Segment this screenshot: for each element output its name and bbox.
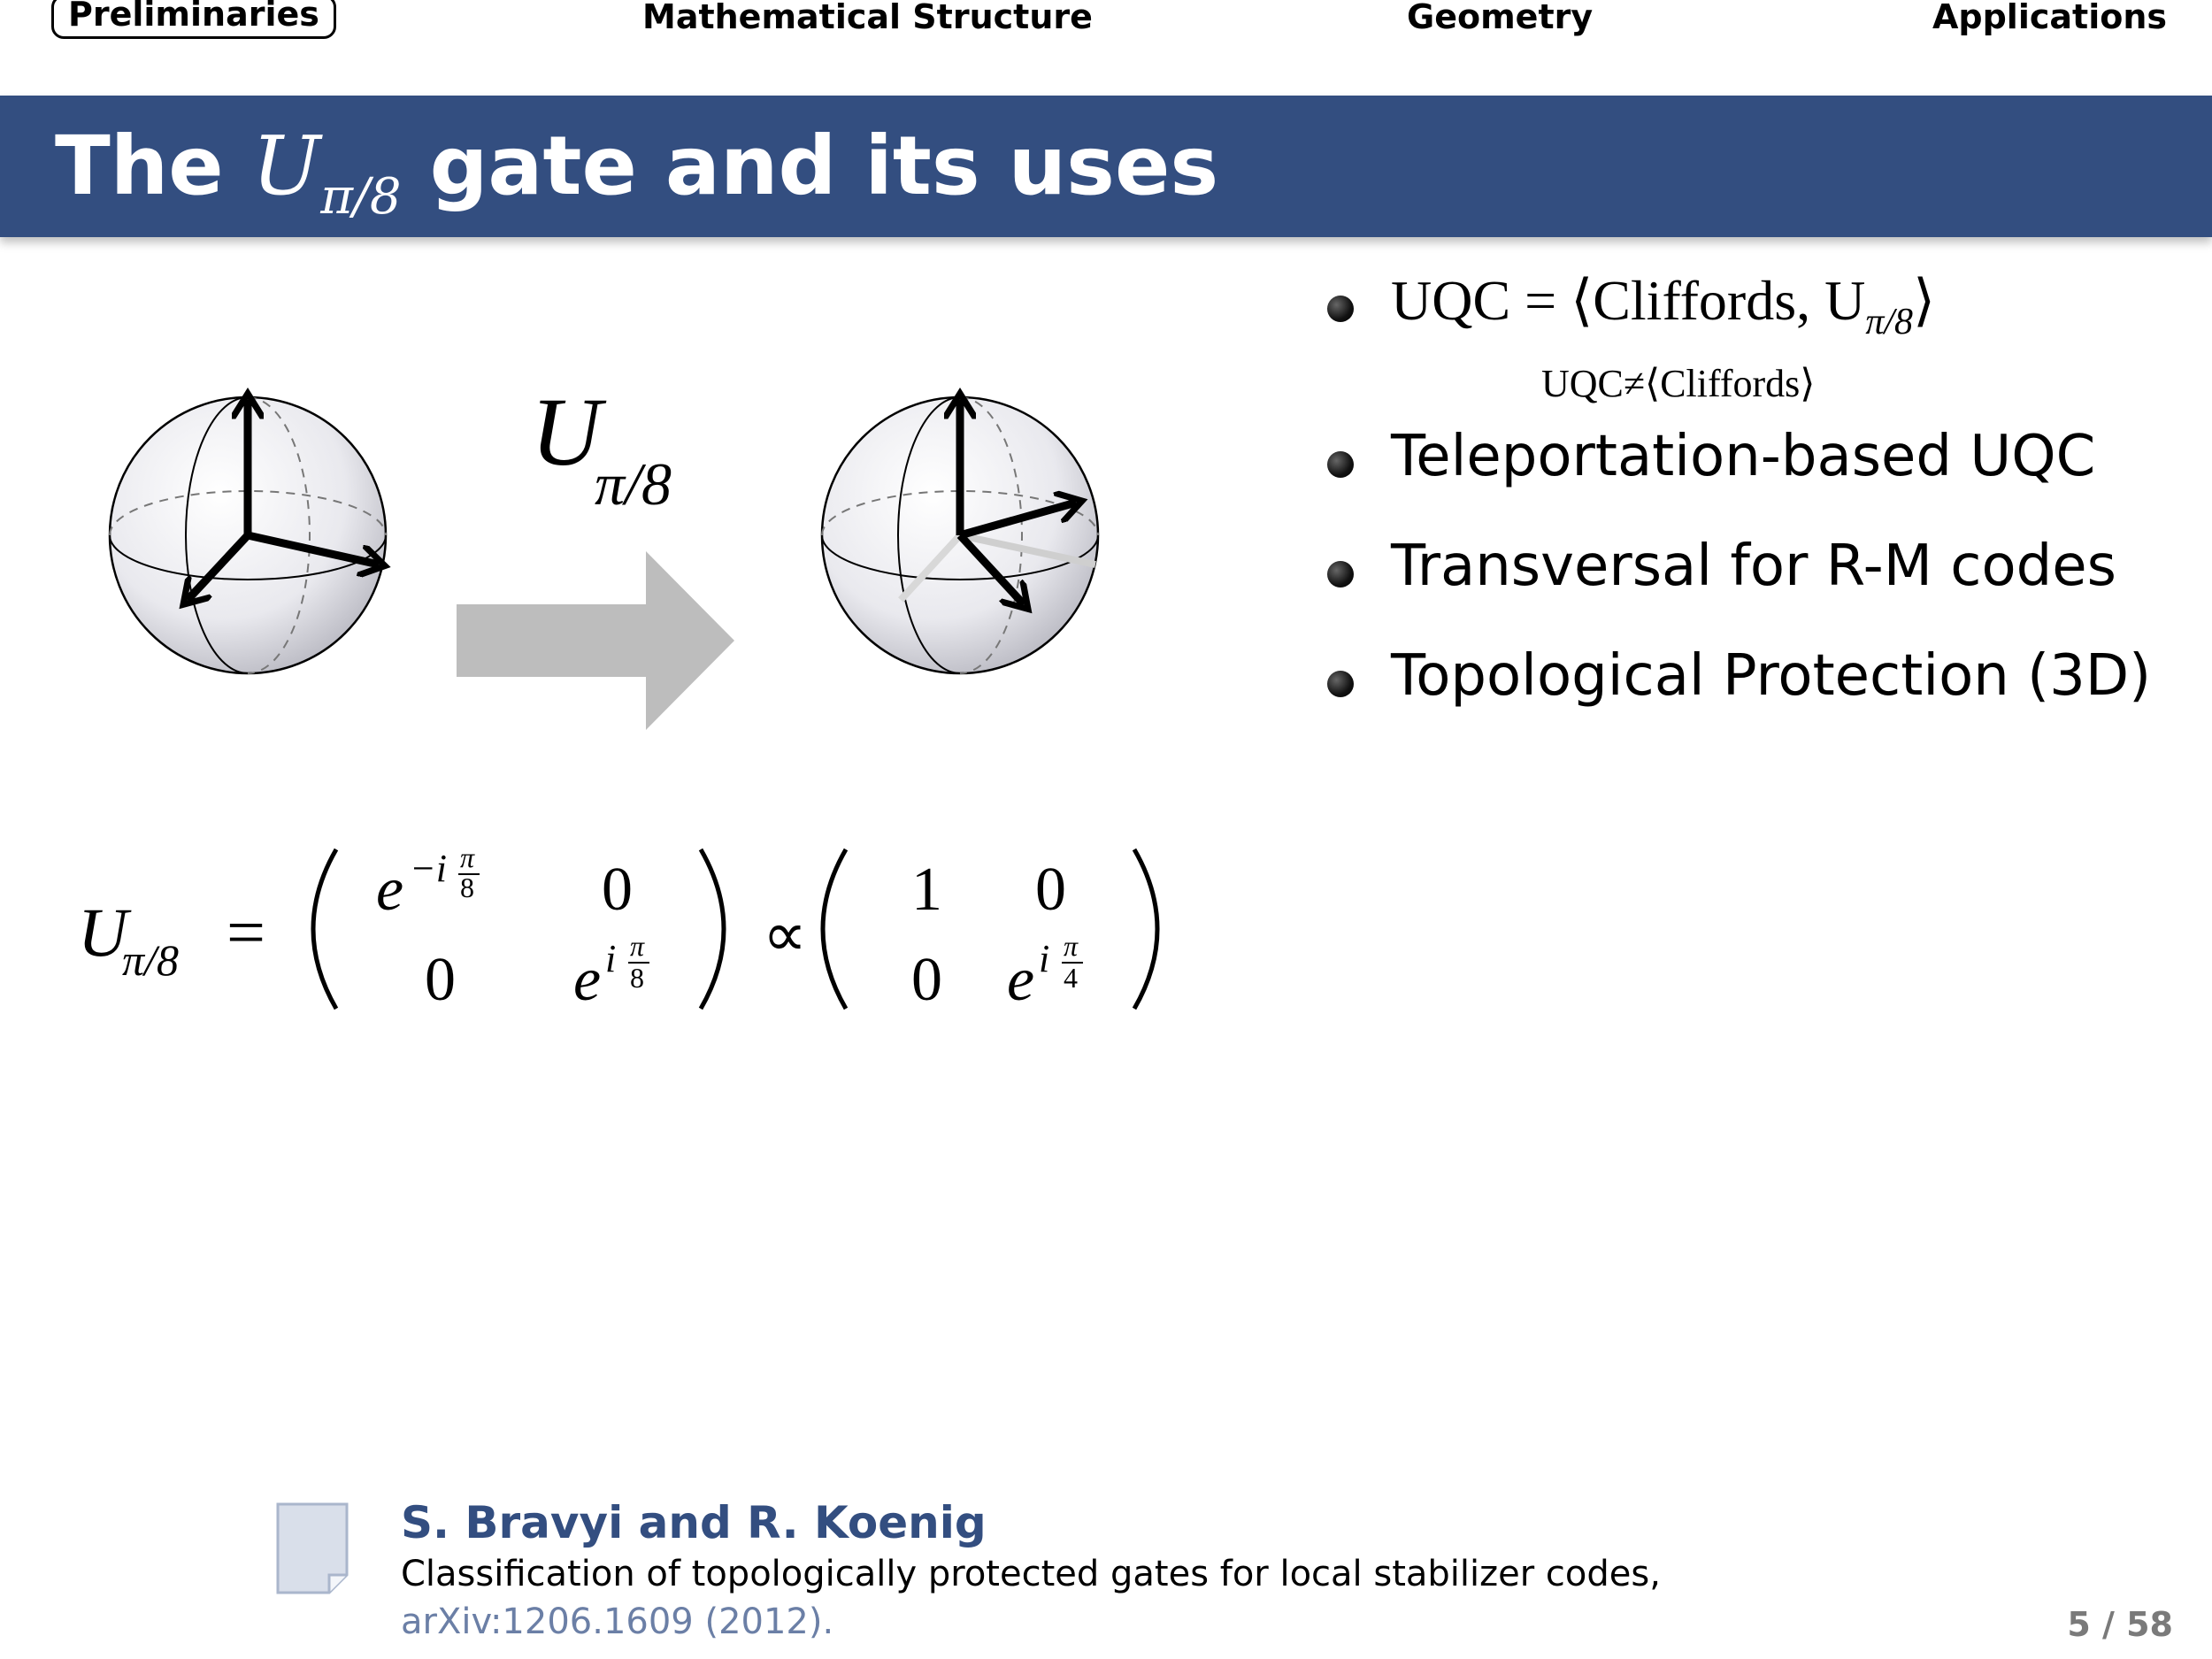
bloch-sphere-figure — [88, 380, 1150, 752]
svg-text:−i: −i — [410, 847, 447, 890]
reference-title: Classification of topologically protected gates for local stabilizer codes, — [401, 1554, 1661, 1594]
bullet-icon — [1327, 451, 1354, 478]
bloch-sphere-left — [110, 397, 386, 673]
svg-text:e: e — [573, 946, 602, 1014]
bullet-uqc: UQC = ⟨Cliffords, $U_{\pi/8}⟩$ UQC≠⟨Cliffords⟩ — [1327, 265, 2203, 421]
svg-text:π/8: π/8 — [122, 935, 179, 985]
svg-text:8: 8 — [630, 962, 644, 994]
reference-link[interactable]: arXiv:1206.1609 (2012). — [401, 1601, 834, 1642]
bullet-teleportation: Teleportation-based UQC — [1327, 421, 2203, 531]
nav-item-applications[interactable]: Applications — [1932, 0, 2167, 36]
svg-text:0: 0 — [1035, 856, 1066, 924]
reference-authors: S. Bravyi and R. Koenig — [401, 1497, 987, 1548]
bullet-transversal: Transversal for R-M codes — [1327, 531, 2203, 641]
svg-text:8: 8 — [460, 872, 474, 903]
bullet-icon — [1327, 561, 1354, 588]
svg-text:e: e — [1007, 946, 1035, 1014]
svg-text:π/8: π/8 — [595, 450, 672, 518]
bullet-topological: Topological Protection (3D) — [1327, 641, 2203, 750]
svg-text:U: U — [78, 894, 128, 971]
svg-text:∝: ∝ — [763, 902, 808, 970]
title-bar — [0, 96, 2212, 237]
svg-text:0: 0 — [911, 946, 942, 1014]
reference — [401, 1495, 1816, 1646]
svg-text:1: 1 — [911, 856, 942, 924]
slide-title — [55, 119, 1219, 242]
svg-text:4: 4 — [1064, 962, 1078, 994]
svg-text:=: = — [227, 894, 265, 971]
svg-text:0: 0 — [425, 946, 456, 1014]
gate-matrix-equation — [71, 832, 1186, 1026]
title-suffix: gate and its uses — [429, 119, 1219, 213]
page-number: 5 / 58 — [2067, 1605, 2173, 1644]
nav-bar — [0, 0, 2212, 42]
title-prefix: The — [55, 119, 224, 213]
bullet-uqc-note: UQC≠⟨Cliffords⟩ — [1541, 362, 1816, 405]
transform-arrow — [457, 551, 734, 730]
svg-text:π: π — [460, 841, 475, 873]
svg-text:U: U — [531, 380, 602, 486]
svg-text:0: 0 — [602, 856, 633, 924]
arrow-label — [531, 380, 672, 518]
svg-text:π: π — [1064, 930, 1079, 962]
article-icon — [274, 1501, 350, 1596]
svg-text:e: e — [376, 856, 404, 924]
title-gate-symbol: $U_{\pi/8}$ — [251, 119, 402, 226]
bloch-sphere-right — [822, 397, 1098, 673]
svg-text:π: π — [630, 930, 645, 962]
svg-text:i: i — [1039, 937, 1050, 980]
nav-item-mathematical-structure[interactable]: Mathematical Structure — [642, 0, 1093, 36]
nav-item-geometry[interactable]: Geometry — [1407, 0, 1594, 36]
bullet-icon — [1327, 671, 1354, 697]
svg-text:i: i — [605, 937, 617, 980]
nav-item-preliminaries[interactable]: Preliminaries — [51, 0, 336, 39]
bullet-icon — [1327, 296, 1354, 322]
bullet-list — [1327, 265, 2203, 750]
